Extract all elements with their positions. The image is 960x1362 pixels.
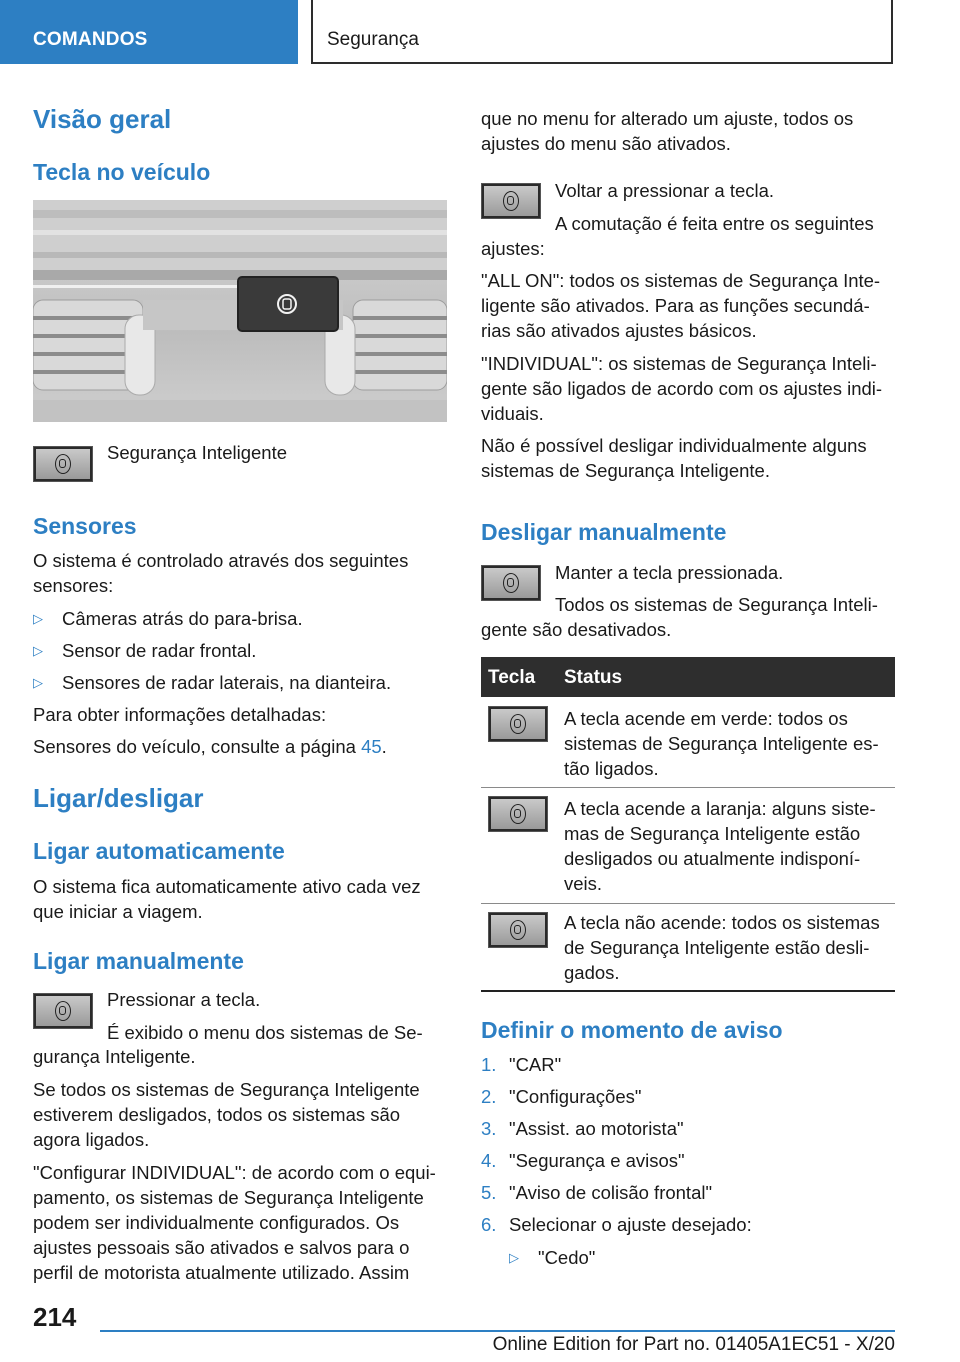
step-number: 5. xyxy=(481,1182,497,1203)
intelligent-safety-key-icon xyxy=(488,796,548,832)
row3-line3: gados. xyxy=(564,962,620,983)
page-number: 214 xyxy=(33,1302,77,1332)
list-item-text: Sensores de radar laterais, na dianteira. xyxy=(62,672,392,693)
details-reference xyxy=(33,734,387,759)
triangle-right-icon: ▷ xyxy=(33,675,43,690)
step-text: "CAR" xyxy=(509,1054,562,1075)
row1-line2: sistemas de Segurança Inteligente es- xyxy=(564,733,879,754)
details-ref-end: . xyxy=(381,736,387,757)
row1-line1: A tecla acende em verde: todos os xyxy=(564,708,848,729)
row-divider xyxy=(481,903,895,904)
manual-menu-2: gurança Inteligente. xyxy=(33,1046,196,1067)
step-number: 4. xyxy=(481,1150,497,1171)
heading-manual-on: Ligar manualmente xyxy=(33,948,244,974)
heading-key-in-vehicle: Tecla no veículo xyxy=(33,159,211,185)
row2-line3: desligados ou atualmente indisponí- xyxy=(564,848,861,869)
step-text: Selecionar o ajuste desejado: xyxy=(509,1214,752,1235)
off-text-1: Todos os sistemas de Segurança Inteli- xyxy=(555,594,878,615)
list-item-text: Câmeras atrás do para-brisa. xyxy=(62,608,303,629)
row1-line3: tão ligados. xyxy=(564,758,659,779)
cont-text-2: ajustes do menu são ativados. xyxy=(481,133,731,154)
heading-on-off: Ligar/desligar xyxy=(33,783,204,813)
triangle-right-icon: ▷ xyxy=(33,611,43,626)
key-caption: Segurança Inteligente xyxy=(107,442,287,463)
intelligent-safety-key-icon xyxy=(33,993,93,1029)
switch-text-2: ajustes: xyxy=(481,238,545,259)
intelligent-safety-key-icon xyxy=(481,183,541,219)
press-again: Voltar a pressionar a tecla. xyxy=(555,180,775,201)
triangle-right-icon: ▷ xyxy=(509,1250,519,1265)
intelligent-safety-key-icon xyxy=(488,912,548,948)
section-title: COMANDOS xyxy=(33,29,148,50)
intelligent-safety-key-icon xyxy=(33,446,93,482)
dashboard-illustration xyxy=(33,200,447,422)
step-number: 3. xyxy=(481,1118,497,1139)
topic-title: Segurança xyxy=(327,29,419,50)
row3-line1: A tecla não acende: todos os sistemas xyxy=(564,912,880,933)
off-text-2: gente são desativados. xyxy=(481,619,672,640)
auto-text-2: que iniciar a viagem. xyxy=(33,901,203,922)
details-label: Para obter informações detalhadas: xyxy=(33,704,327,725)
not-possible-1: Não é possível desligar individualmente alguns xyxy=(481,435,867,456)
manual-text-2: estiverem desligados, todos os sistemas são xyxy=(33,1104,401,1125)
row3-line2: de Segurança Inteligente estão desli- xyxy=(564,937,870,958)
not-possible-2: sistemas de Segurança Inteligente. xyxy=(481,460,770,481)
list-item-text: Sensor de radar frontal. xyxy=(62,640,257,661)
topic-tab xyxy=(311,0,893,64)
step-text: "Aviso de colisão frontal" xyxy=(509,1182,713,1203)
individual-3: viduais. xyxy=(481,403,544,424)
manual-text-7: ajustes pessoais são ativados e salvos para o xyxy=(33,1237,410,1258)
manual-press: Pressionar a tecla. xyxy=(107,989,261,1010)
step-number: 6. xyxy=(481,1214,497,1235)
section-tab xyxy=(0,0,298,64)
col-key: Tecla xyxy=(488,667,536,688)
heading-warning-time: Definir o momento de aviso xyxy=(481,1017,783,1043)
manual-text-6: podem ser individualmente configurados. Os xyxy=(33,1212,400,1233)
intelligent-safety-key-icon xyxy=(481,565,541,601)
heading-auto-on: Ligar automaticamente xyxy=(33,838,285,864)
individual-1: "INDIVIDUAL": os sistemas de Segurança Inteli- xyxy=(481,353,877,374)
all-on-3: rias são ativados ajustes básicos. xyxy=(481,320,757,341)
page-link[interactable]: 45 xyxy=(361,736,382,757)
edition-note: Online Edition for Part no. 01405A1EC51 - X/20 xyxy=(492,1334,895,1355)
footer-rule xyxy=(100,1330,895,1332)
row2-line4: veis. xyxy=(564,873,603,894)
manual-text-3: agora ligados. xyxy=(33,1129,150,1150)
heading-manual-off: Desligar manualmente xyxy=(481,519,727,545)
manual-text-1: Se todos os sistemas de Segurança Inteligente xyxy=(33,1079,420,1100)
step-number: 2. xyxy=(481,1086,497,1107)
manual-text-5: pamento, os sistemas de Segurança Inteligente xyxy=(33,1187,424,1208)
all-on-1: "ALL ON": todos os sistemas de Segurança Inte- xyxy=(481,270,881,291)
step-number: 1. xyxy=(481,1054,497,1075)
manual-menu-1: É exibido o menu dos sistemas de Se- xyxy=(107,1022,423,1043)
all-on-2: ligente são ativados. Para as funções secundá- xyxy=(481,295,870,316)
triangle-right-icon: ▷ xyxy=(33,643,43,658)
heading-overview: Visão geral xyxy=(33,104,172,134)
table-header xyxy=(481,657,895,697)
manual-text-8: perfil de motorista atualmente utilizado. Assim xyxy=(33,1262,410,1283)
row2-line2: mas de Segurança Inteligente estão xyxy=(564,823,861,844)
heading-sensors: Sensores xyxy=(33,513,137,539)
vehicle-key-photo xyxy=(33,200,447,422)
cont-text-1: que no menu for alterado um ajuste, todos os xyxy=(481,108,854,129)
sensors-intro-1: O sistema é controlado através dos seguintes xyxy=(33,550,409,571)
auto-text-1: O sistema fica automaticamente ativo cada vez xyxy=(33,876,421,897)
sensors-intro-2: sensores: xyxy=(33,575,114,596)
details-ref-text: Sensores do veículo, consulte a página xyxy=(33,736,362,757)
switch-text-1: A comutação é feita entre os seguintes xyxy=(555,213,874,234)
row-divider xyxy=(481,787,895,788)
col-status: Status xyxy=(564,667,623,688)
list-item-text: "Cedo" xyxy=(538,1247,596,1268)
table-bottom-rule xyxy=(481,990,895,992)
off-hold: Manter a tecla pressionada. xyxy=(555,562,784,583)
individual-2: gente são ligados de acordo com os ajustes indi- xyxy=(481,378,883,399)
manual-text-4: "Configurar INDIVIDUAL": de acordo com o equi- xyxy=(33,1162,436,1183)
intelligent-safety-key-icon xyxy=(488,706,548,742)
step-text: "Assist. ao motorista" xyxy=(509,1118,684,1139)
step-text: "Segurança e avisos" xyxy=(509,1150,685,1171)
step-text: "Configurações" xyxy=(509,1086,642,1107)
row2-line1: A tecla acende a laranja: alguns siste- xyxy=(564,798,876,819)
